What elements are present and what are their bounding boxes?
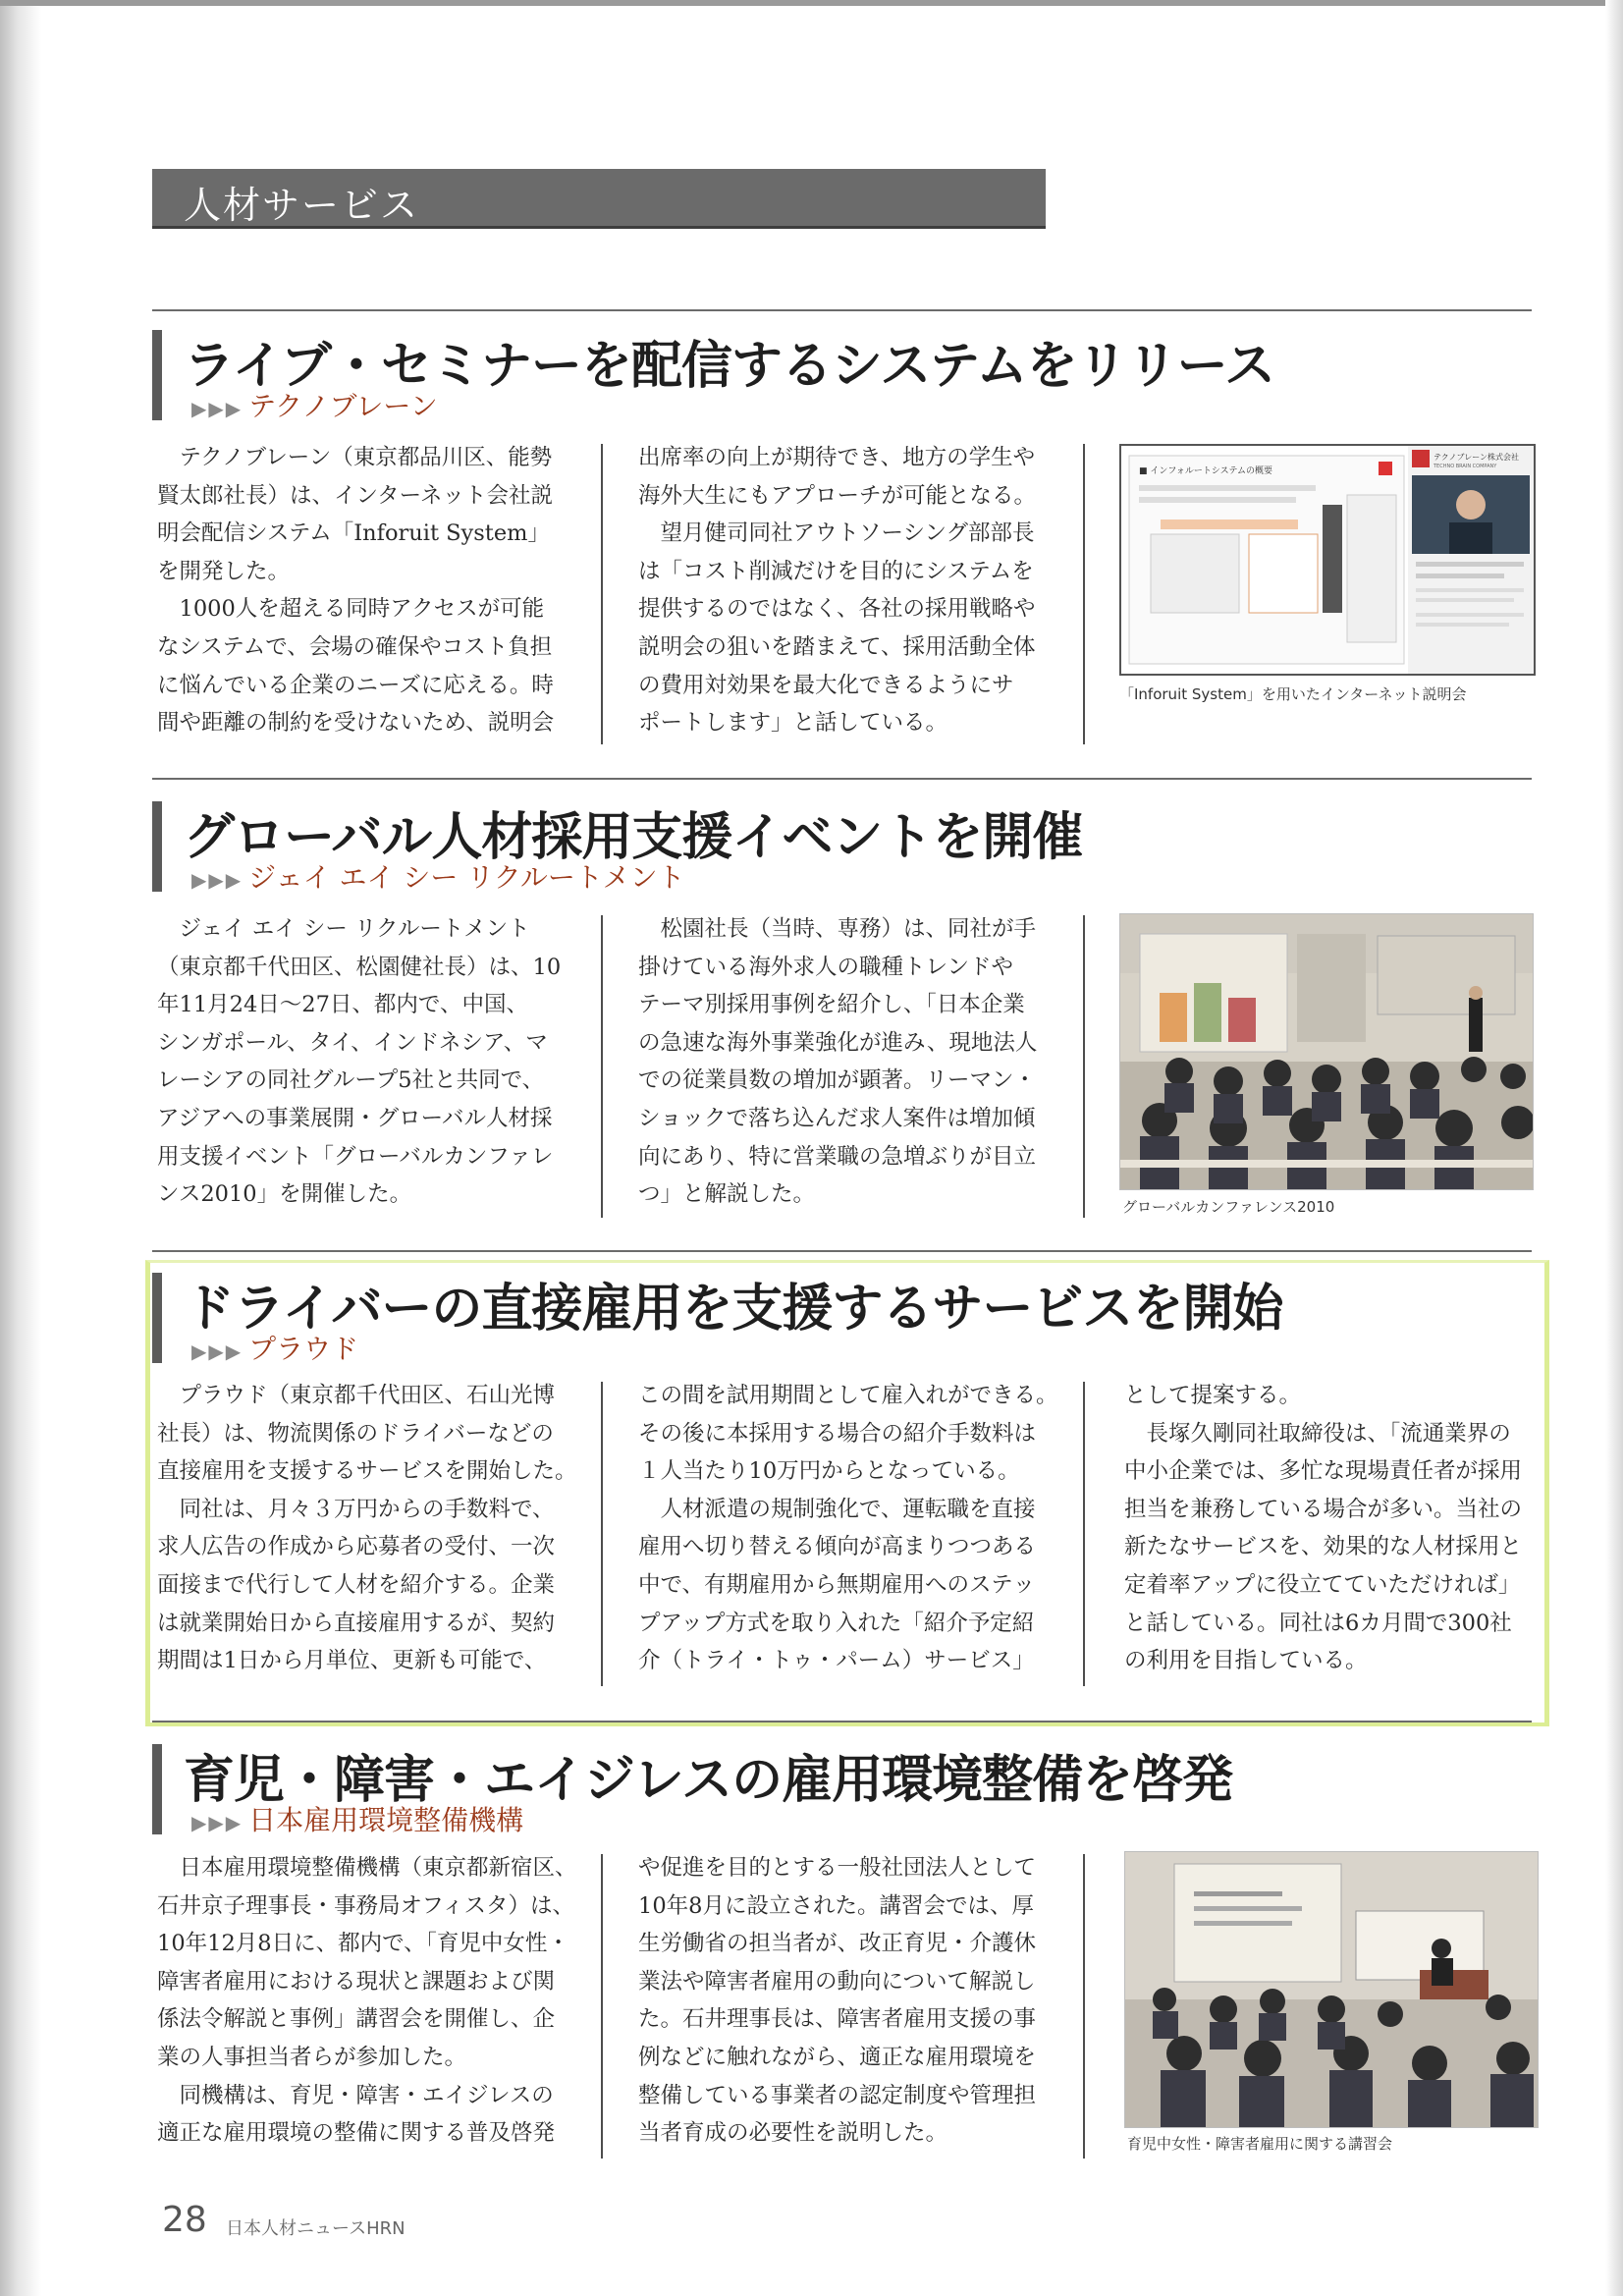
text-line: 掛けている海外求人の職種トレンドや	[638, 954, 1013, 980]
article-1-column-2	[638, 439, 1051, 742]
text-line: 間や距離の制約を受けないため、説明会	[157, 710, 555, 737]
text-line: 向にあり、特に営業職の急増ぶりが目立	[638, 1143, 1037, 1170]
text-line: 適正な雇用環境の整備に関する普及啓発	[157, 2120, 556, 2147]
text-line: の急速な海外事業強化が進み、現地法人	[638, 1029, 1038, 1056]
text-line: 説明会の狙いを踏まえて、採用活動全体	[638, 633, 1036, 660]
text-line: 係法令解説と事例」講習会を開催し、企	[157, 2006, 556, 2033]
text-line: プラウド（東京都千代田区、石山光博	[179, 1383, 556, 1408]
text-line: 松園社長（当時、専務）は、同社が手	[660, 916, 1037, 942]
seminar-photo	[1124, 1851, 1539, 2128]
text-line: シンガポール、タイ、インドネシア、マ	[157, 1029, 548, 1056]
text-line: 新たなサービスを、効果的な人材採用と	[1124, 1534, 1523, 1560]
column-separator	[1083, 1854, 1085, 2159]
headline-text: グローバル人材採用支援イベントを開催	[184, 808, 1083, 867]
text-line: 面接まで代行して人材を紹介する。企業	[157, 1571, 556, 1598]
text-line: 石井京子理事長・事務局オフィスタ）は、	[157, 1892, 575, 1919]
text-line: た。石井理事長は、障害者雇用支援の事	[638, 2006, 1037, 2033]
text-line: テーマ別採用事例を紹介し、「日本企業	[638, 992, 1025, 1018]
text-line: 業法や障害者雇用の動向について解説し	[638, 1968, 1036, 1995]
column-separator	[601, 1382, 603, 1686]
text-line: １人当たり10万円からとなっている。	[638, 1458, 1020, 1485]
article-2-column-2	[638, 910, 1051, 1214]
page-binding-shadow	[0, 0, 41, 2296]
company-name	[191, 385, 438, 424]
text-line: 同機構は、育児・障害・エイジレスの	[179, 2082, 554, 2108]
text-line: 雇用へ切り替える傾向が高まりつつある	[638, 1534, 1037, 1560]
headline-accent-bar	[152, 1273, 162, 1363]
article-2-column-1	[157, 910, 569, 1214]
text-line: と話している。同社は6カ月間で300社	[1124, 1610, 1512, 1636]
text-line: 年11月24日～27日、都内で、中国、	[157, 992, 528, 1018]
publication-name: 日本人材ニュースHRN	[226, 2218, 406, 2239]
text-line: 用支援イベント「グローバルカンファレ	[157, 1143, 554, 1170]
text-line: 10年8月に設立された。講習会では、厚	[638, 1892, 1034, 1919]
text-line: の利用を目指している。	[1124, 1648, 1368, 1674]
text-line: として提案する。	[1124, 1383, 1302, 1408]
text-line: 明会配信システム「Inforuit System」	[157, 520, 551, 547]
text-line: 同社は、月々３万円からの手数料で、	[179, 1496, 555, 1522]
headline-text: ドライバーの直接雇用を支援するサービスを開始	[184, 1280, 1283, 1339]
column-separator	[601, 444, 603, 744]
text-line: 賢太郎社長）は、インターネット会社説	[157, 482, 553, 509]
text-line: 中小企業では、多忙な現場責任者が採用	[1124, 1458, 1523, 1485]
article-divider	[152, 778, 1532, 780]
text-line: ポートします」と話している。	[638, 710, 948, 737]
text-line: 例などに触れながら、適正な雇用環境を	[638, 2044, 1037, 2070]
article-divider	[152, 1721, 1532, 1722]
photo-caption: 育児中女性・障害者雇用に関する講習会	[1127, 2135, 1393, 2153]
article-divider	[152, 1250, 1532, 1252]
photo-caption: グローバルカンファレンス2010	[1122, 1198, 1335, 1216]
seminar-scene-illustration	[1125, 1852, 1538, 2127]
text-line: （東京都千代田区、松園健社長）は、10	[157, 954, 562, 980]
text-line: この間を試用期間として雇入れができる。	[638, 1383, 1058, 1408]
text-line: 人材派遣の規制強化で、運転職を直接	[660, 1496, 1036, 1522]
text-line: 直接雇用を支援するサービスを開始した。	[157, 1458, 577, 1485]
brand-name-en: TECHNO BRAIN COMPANY	[1434, 464, 1497, 469]
headline-text: 育児・障害・エイジレスの雇用環境整備を啓発	[184, 1751, 1233, 1810]
column-separator	[1083, 1382, 1085, 1686]
text-line: アジアへの事業展開・グローバル人材採	[157, 1105, 553, 1131]
page-right-edge	[1605, 0, 1623, 2296]
column-separator	[1083, 444, 1085, 744]
text-line: に悩んでいる企業のニーズに応える。時	[157, 672, 554, 698]
text-line: 期間は1日から月単位、更新も可能で、	[157, 1648, 547, 1674]
text-line: テクノブレーン（東京都品川区、能勢	[179, 445, 553, 470]
brand-name: テクノブレーン株式会社	[1434, 453, 1520, 462]
text-line: つ」と解説した。	[638, 1181, 816, 1208]
text-line: 提供するのではなく、各社の採用戦略や	[638, 596, 1036, 623]
article-divider	[152, 309, 1532, 311]
section-title: 人材サービス	[184, 184, 420, 227]
text-line: プアップ方式を取り入れた「紹介予定紹	[638, 1610, 1035, 1636]
text-line: レーシアの同社グループ5社と共同で、	[157, 1067, 545, 1094]
conference-scene-illustration	[1120, 914, 1533, 1189]
text-line: なシステムで、会場の確保やコスト負担	[157, 633, 553, 660]
arrow-bullets-icon: ▶▶▶	[191, 397, 243, 420]
article-3-column-3	[1124, 1377, 1537, 1680]
text-line: 定着率アップに役立てていただければ」	[1124, 1571, 1521, 1598]
company-name	[191, 856, 685, 896]
arrow-bullets-icon: ▶▶▶	[191, 1339, 243, 1363]
company-name	[191, 1328, 358, 1367]
photo-caption: 「Inforuit System」を用いたインターネット説明会	[1119, 685, 1467, 703]
article-4-column-1	[157, 1849, 577, 2153]
article-1-column-1	[157, 439, 569, 742]
text-line: 1000人を超える同時アクセスが可能	[179, 596, 545, 623]
section-header	[152, 169, 1046, 229]
arrow-bullets-icon: ▶▶▶	[191, 868, 243, 892]
text-line: ジェイ エイ シー リクルートメント	[179, 916, 530, 942]
text-line: 求人広告の作成から応募者の受付、一次	[157, 1534, 556, 1560]
text-line: 業の人事担当者らが参加した。	[157, 2044, 467, 2070]
text-line: は就業開始日から直接雇用するが、契約	[157, 1610, 556, 1636]
panel-title: ■ インフォルートシステムの概要	[1139, 466, 1273, 476]
inforuit-screenshot-photo	[1119, 444, 1536, 676]
company-name	[191, 1799, 523, 1838]
company-label: 日本雇用環境整備機構	[248, 1804, 524, 1836]
company-label: テクノブレーン	[248, 390, 438, 422]
text-line: 社長）は、物流関係のドライバーなどの	[157, 1420, 554, 1447]
text-line: 長塚久剛同社取締役は、「流通業界の	[1146, 1420, 1511, 1447]
article-3-column-2	[638, 1377, 1058, 1680]
text-line: での従業員数の増加が顕著。リーマン・	[638, 1067, 1037, 1094]
page-number: 28	[162, 2200, 207, 2240]
text-line: 生労働省の担当者が、改正育児・介護休	[638, 1931, 1037, 1957]
system-screen-illustration	[1121, 446, 1534, 674]
text-line: 担当を兼務している場合が多い。当社の	[1124, 1496, 1523, 1522]
arrow-bullets-icon: ▶▶▶	[191, 1811, 243, 1834]
text-line: ンス2010」を開催した。	[157, 1181, 412, 1208]
text-line: 中で、有期雇用から無期雇用へのステッ	[638, 1571, 1036, 1598]
text-line: 当者育成の必要性を説明した。	[638, 2120, 948, 2147]
company-label: ジェイ エイ シー リクルートメント	[248, 861, 685, 894]
article-3-column-1	[157, 1377, 577, 1680]
conference-photo	[1119, 913, 1534, 1190]
text-line: 海外大生にもアプローチが可能となる。	[638, 482, 1037, 509]
column-separator	[601, 1854, 603, 2159]
text-line: 介（トライ・トゥ・パーム）サービス」	[638, 1648, 1035, 1674]
headline-text: ライブ・セミナーを配信するシステムをリリース	[184, 337, 1275, 396]
text-line: 出席率の向上が期待でき、地方の学生や	[638, 445, 1036, 470]
text-line: ショックで落ち込んだ求人案件は増加傾	[638, 1105, 1036, 1131]
headline-accent-bar	[152, 330, 162, 420]
column-separator	[1083, 915, 1085, 1218]
text-line: を開発した。	[157, 558, 291, 584]
text-line: 整備している事業者の認定制度や管理担	[638, 2082, 1037, 2108]
text-line: は「コスト削減だけを目的にシステムを	[638, 558, 1034, 584]
text-line: その後に本採用する場合の紹介手数料は	[638, 1420, 1037, 1447]
text-line: 日本雇用環境整備機構（東京都新宿区、	[179, 1855, 577, 1881]
headline-accent-bar	[152, 1744, 162, 1834]
headline-accent-bar	[152, 801, 162, 892]
text-line: 望月健司同社アウトソーシング部部長	[660, 520, 1035, 547]
company-label: プラウド	[248, 1333, 359, 1365]
text-line: 10年12月8日に、都内で、「育児中女性・	[157, 1931, 569, 1957]
page-top-edge	[0, 0, 1623, 6]
column-separator	[601, 915, 603, 1218]
text-line: の費用対効果を最大化できるようにサ	[638, 672, 1014, 698]
article-4-column-2	[638, 1849, 1051, 2153]
text-line: や促進を目的とする一般社団法人として	[638, 1855, 1037, 1881]
text-line: 障害者雇用における現状と課題および関	[157, 1968, 556, 1995]
